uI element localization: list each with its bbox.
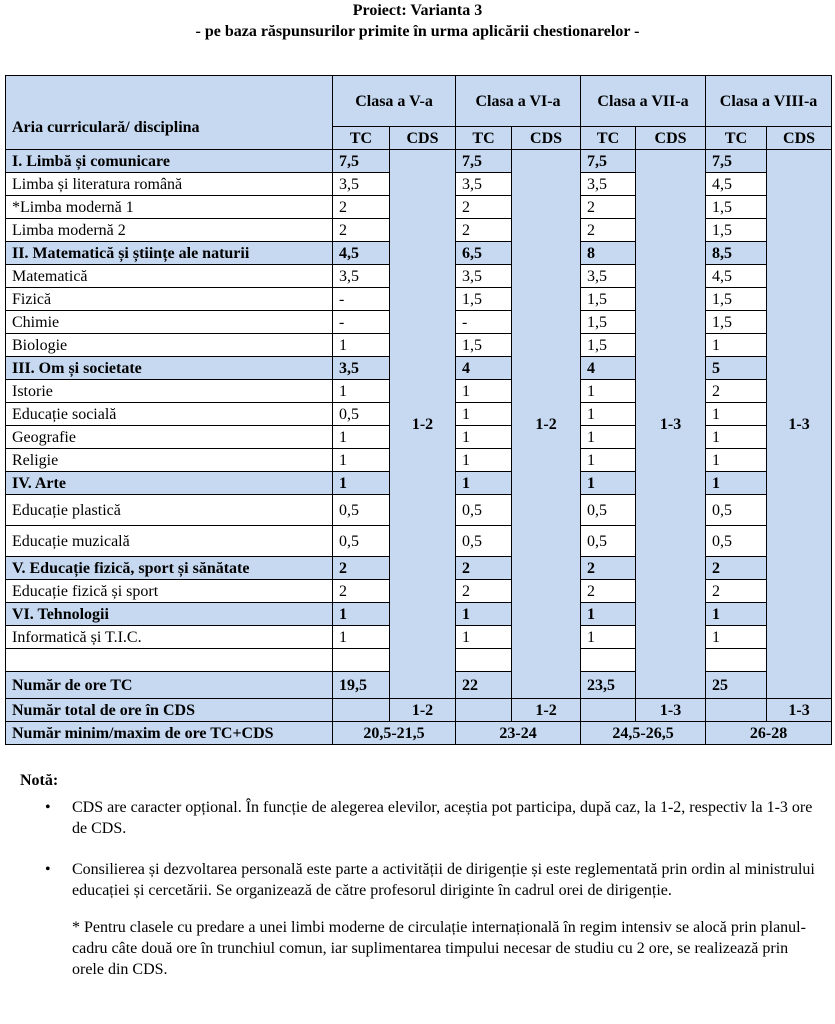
cell-cds-total: 1-3 bbox=[636, 699, 706, 722]
cell-tc: 2 bbox=[333, 557, 390, 580]
cell-tc: 2 bbox=[456, 557, 512, 580]
row-label: II. Matematică și științe ale naturii bbox=[6, 242, 333, 265]
cell-tc: 2 bbox=[456, 219, 512, 242]
cell-tc: 1,5 bbox=[456, 288, 512, 311]
cell-tc: 2 bbox=[333, 219, 390, 242]
cell-cds-merged: 1-2 bbox=[512, 150, 581, 699]
cell-tc: 2 bbox=[706, 580, 767, 603]
header-class: Clasa a V-a bbox=[333, 76, 456, 127]
row-label: IV. Arte bbox=[6, 472, 333, 495]
row-label: Limba și literatura română bbox=[6, 173, 333, 196]
cell-tc: 7,5 bbox=[456, 150, 512, 173]
curriculum-table bbox=[5, 75, 832, 745]
cell-tc: 3,5 bbox=[456, 265, 512, 288]
row-label: Informatică și T.I.C. bbox=[6, 626, 333, 649]
cell-tc: 1 bbox=[581, 380, 636, 403]
cell-tc: 0,5 bbox=[456, 495, 512, 526]
cell-tc: 1,5 bbox=[706, 311, 767, 334]
cell-tc: 1,5 bbox=[706, 196, 767, 219]
header-cds: CDS bbox=[767, 127, 832, 150]
cell-tc: 1 bbox=[456, 603, 512, 626]
row-label: *Limba modernă 1 bbox=[6, 196, 333, 219]
cell-tc: 19,5 bbox=[333, 672, 390, 699]
row-label: Număr de ore TC bbox=[6, 672, 333, 699]
row-label: Educație plastică bbox=[6, 495, 333, 526]
cell-tc: 2 bbox=[581, 219, 636, 242]
row-label: Educație fizică și sport bbox=[6, 580, 333, 603]
cell-tc: 3,5 bbox=[581, 173, 636, 196]
cell-tc: 1 bbox=[456, 626, 512, 649]
cell-tc: 7,5 bbox=[333, 150, 390, 173]
cell-tc: - bbox=[333, 311, 390, 334]
cell-tc: 0,5 bbox=[581, 526, 636, 557]
cell-tc: 2 bbox=[581, 196, 636, 219]
cell-tc: 3,5 bbox=[333, 357, 390, 380]
cell-tc: 1 bbox=[333, 334, 390, 357]
cell-tc: 1 bbox=[456, 449, 512, 472]
row-label: Matematică bbox=[6, 265, 333, 288]
header-tc: TC bbox=[456, 127, 512, 150]
cell-tc: 2 bbox=[706, 380, 767, 403]
cell-tc: - bbox=[333, 288, 390, 311]
row-label: Biologie bbox=[6, 334, 333, 357]
cell-tc: 25 bbox=[706, 672, 767, 699]
cell-tc: 0,5 bbox=[333, 495, 390, 526]
bullet-icon: • bbox=[45, 799, 51, 816]
cell-tc: 0,5 bbox=[333, 526, 390, 557]
cell-tc: 1 bbox=[333, 426, 390, 449]
cell-cds-merged: 1-3 bbox=[636, 150, 706, 699]
row-label: Educație muzicală bbox=[6, 526, 333, 557]
cell-empty bbox=[706, 699, 767, 722]
row-label bbox=[6, 649, 333, 672]
table-row bbox=[6, 150, 832, 173]
cell-tc: 2 bbox=[706, 557, 767, 580]
cell-tc: 1 bbox=[706, 603, 767, 626]
cell-tc: 3,5 bbox=[456, 173, 512, 196]
row-label: V. Educație fizică, sport și sănătate bbox=[6, 557, 333, 580]
min-max-row bbox=[6, 722, 832, 745]
cell-min-max: 20,5-21,5 bbox=[333, 722, 456, 745]
note-text: Consilierea și dezvoltarea personală este parte a activității de dirigenție și este reglementată prin ordin al ministrului educației și cercetării. Se organizează de către profesorul diriginte în cadrul orei de dirigenție. bbox=[72, 861, 815, 899]
page-title: Proiect: Varianta 3 bbox=[352, 2, 483, 19]
cell-tc: 22 bbox=[456, 672, 512, 699]
header-tc: TC bbox=[706, 127, 767, 150]
footnote: * Pentru clasele cu predare a unei limbi moderne de circulație internațională în regim intensiv se alocă prin planul-cadru câte două ore în trunchiul comun, iar suplimentarea timpului necesar de studiu cu 2 ore, se realizează prin orele din CDS. bbox=[72, 919, 806, 978]
header-cds: CDS bbox=[390, 127, 456, 150]
cell-tc: 0,5 bbox=[706, 526, 767, 557]
cell-tc: 3,5 bbox=[333, 173, 390, 196]
cell-tc: 1 bbox=[581, 426, 636, 449]
cell-tc: 1 bbox=[456, 426, 512, 449]
cell-tc: 4 bbox=[581, 357, 636, 380]
cell-tc: 4,5 bbox=[706, 173, 767, 196]
cell-tc: 1 bbox=[706, 626, 767, 649]
cell-min-max: 26-28 bbox=[706, 722, 832, 745]
note-bullet-1 bbox=[20, 797, 820, 839]
cell-tc: 2 bbox=[581, 580, 636, 603]
cell-tc: 5 bbox=[706, 357, 767, 380]
cell-tc: 1 bbox=[706, 426, 767, 449]
row-label: Educație socială bbox=[6, 403, 333, 426]
row-label: Geografie bbox=[6, 426, 333, 449]
cell-tc bbox=[456, 649, 512, 672]
cell-tc: 1,5 bbox=[456, 334, 512, 357]
cell-tc: 1 bbox=[456, 380, 512, 403]
cell-tc: 2 bbox=[581, 557, 636, 580]
cell-tc: 1 bbox=[706, 403, 767, 426]
cell-tc: 0,5 bbox=[456, 526, 512, 557]
cell-tc: 1 bbox=[581, 626, 636, 649]
cell-tc bbox=[333, 649, 390, 672]
cell-empty bbox=[456, 699, 512, 722]
row-label: Limba modernă 2 bbox=[6, 219, 333, 242]
header-area: Aria curriculară/ disciplina bbox=[6, 76, 333, 150]
row-label: Chimie bbox=[6, 311, 333, 334]
page-subtitle: - pe baza răspunsurilor primite în urma aplicării chestionarelor - bbox=[195, 23, 640, 40]
cell-tc: - bbox=[456, 311, 512, 334]
cell-tc: 3,5 bbox=[333, 265, 390, 288]
cell-tc: 1 bbox=[333, 472, 390, 495]
cell-tc: 1,5 bbox=[581, 288, 636, 311]
cell-tc: 4,5 bbox=[333, 242, 390, 265]
note-bullet-2 bbox=[20, 859, 820, 901]
cell-tc: 0,5 bbox=[581, 495, 636, 526]
row-label: Religie bbox=[6, 449, 333, 472]
cell-tc: 1 bbox=[333, 449, 390, 472]
cell-tc bbox=[706, 649, 767, 672]
cell-tc: 2 bbox=[456, 580, 512, 603]
cell-min-max: 24,5-26,5 bbox=[581, 722, 706, 745]
row-label: Număr minim/maxim de ore TC+CDS bbox=[6, 722, 333, 745]
cell-tc: 1,5 bbox=[581, 334, 636, 357]
header-tc: TC bbox=[581, 127, 636, 150]
cell-tc: 1 bbox=[706, 449, 767, 472]
cell-tc: 8,5 bbox=[706, 242, 767, 265]
bullet-icon: • bbox=[45, 861, 51, 878]
cell-tc: 2 bbox=[333, 196, 390, 219]
table-header-row bbox=[6, 76, 832, 127]
cell-tc: 1 bbox=[581, 472, 636, 495]
cell-tc: 2 bbox=[333, 580, 390, 603]
cell-tc: 3,5 bbox=[581, 265, 636, 288]
note-text: CDS are caracter opțional. În funcție de alegerea elevilor, aceștia pot participa, după caz, la 1-2, respectiv la 1-3 ore de CDS. bbox=[72, 799, 813, 837]
header-cds: CDS bbox=[636, 127, 706, 150]
row-label: Istorie bbox=[6, 380, 333, 403]
cell-tc: 23,5 bbox=[581, 672, 636, 699]
row-label: Număr total de ore în CDS bbox=[6, 699, 333, 722]
row-label: III. Om și societate bbox=[6, 357, 333, 380]
cell-empty bbox=[581, 699, 636, 722]
cell-tc: 1 bbox=[333, 380, 390, 403]
cell-tc: 2 bbox=[456, 196, 512, 219]
cell-tc: 7,5 bbox=[581, 150, 636, 173]
cell-tc: 1,5 bbox=[706, 288, 767, 311]
cell-tc: 6,5 bbox=[456, 242, 512, 265]
cell-tc bbox=[581, 649, 636, 672]
cell-cds-total: 1-3 bbox=[767, 699, 832, 722]
row-label: I. Limbă și comunicare bbox=[6, 150, 333, 173]
header-cds: CDS bbox=[512, 127, 581, 150]
notes-heading: Notă: bbox=[20, 772, 59, 789]
row-label: Fizică bbox=[6, 288, 333, 311]
cell-cds-merged: 1-2 bbox=[390, 150, 456, 699]
cell-tc: 0,5 bbox=[333, 403, 390, 426]
cell-tc: 1 bbox=[581, 449, 636, 472]
cell-tc: 1,5 bbox=[581, 311, 636, 334]
header-class: Clasa a VI-a bbox=[456, 76, 581, 127]
cell-tc: 1 bbox=[456, 472, 512, 495]
cell-cds-total: 1-2 bbox=[512, 699, 581, 722]
cell-tc: 1 bbox=[333, 603, 390, 626]
header-tc: TC bbox=[333, 127, 390, 150]
cell-tc: 7,5 bbox=[706, 150, 767, 173]
cell-tc: 0,5 bbox=[706, 495, 767, 526]
cell-tc: 1 bbox=[706, 472, 767, 495]
cell-cds-merged: 1-3 bbox=[767, 150, 832, 699]
cell-tc: 1,5 bbox=[706, 219, 767, 242]
cell-tc: 8 bbox=[581, 242, 636, 265]
cell-min-max: 23-24 bbox=[456, 722, 581, 745]
cell-tc: 4 bbox=[456, 357, 512, 380]
cell-tc: 1 bbox=[706, 334, 767, 357]
cell-tc: 4,5 bbox=[706, 265, 767, 288]
cell-empty bbox=[333, 699, 390, 722]
cell-cds-total: 1-2 bbox=[390, 699, 456, 722]
notes-section bbox=[20, 770, 820, 980]
total-cds-row bbox=[6, 699, 832, 722]
header-class: Clasa a VIII-a bbox=[706, 76, 832, 127]
cell-tc: 1 bbox=[581, 403, 636, 426]
header-class: Clasa a VII-a bbox=[581, 76, 706, 127]
row-label: VI. Tehnologii bbox=[6, 603, 333, 626]
cell-tc: 1 bbox=[581, 603, 636, 626]
cell-tc: 1 bbox=[333, 626, 390, 649]
cell-tc: 1 bbox=[456, 403, 512, 426]
